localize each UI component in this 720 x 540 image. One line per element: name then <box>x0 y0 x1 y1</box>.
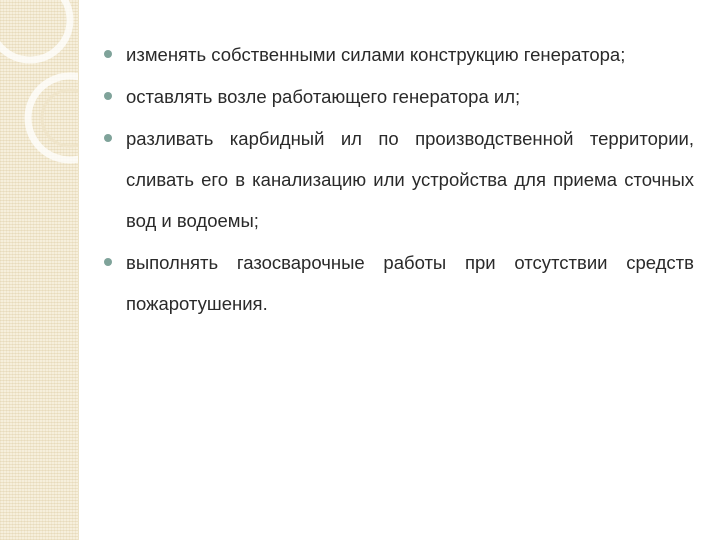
list-item-text: разливать карбидный ил по производственной территории, сливать его в канализацию или устройства для приема сточных вод и водоемы; <box>126 128 694 231</box>
list-item-text: изменять собственными силами конструкцию генератора; <box>126 44 626 65</box>
list-item-text: оставлять возле работающего генератора ил; <box>126 86 521 107</box>
list-item <box>104 242 694 324</box>
list-item <box>104 34 694 75</box>
bullet-icon <box>104 92 112 100</box>
list-item <box>104 118 694 241</box>
bullet-icon <box>104 50 112 58</box>
bullet-list <box>104 34 694 325</box>
list-item-text: выполнять газосварочные работы при отсутствии средств пожаротушения. <box>126 252 694 314</box>
bullet-icon <box>104 134 112 142</box>
decorative-side-band <box>0 0 79 540</box>
list-item <box>104 76 694 117</box>
bullet-icon <box>104 258 112 266</box>
decorative-circles-icon <box>0 0 78 540</box>
